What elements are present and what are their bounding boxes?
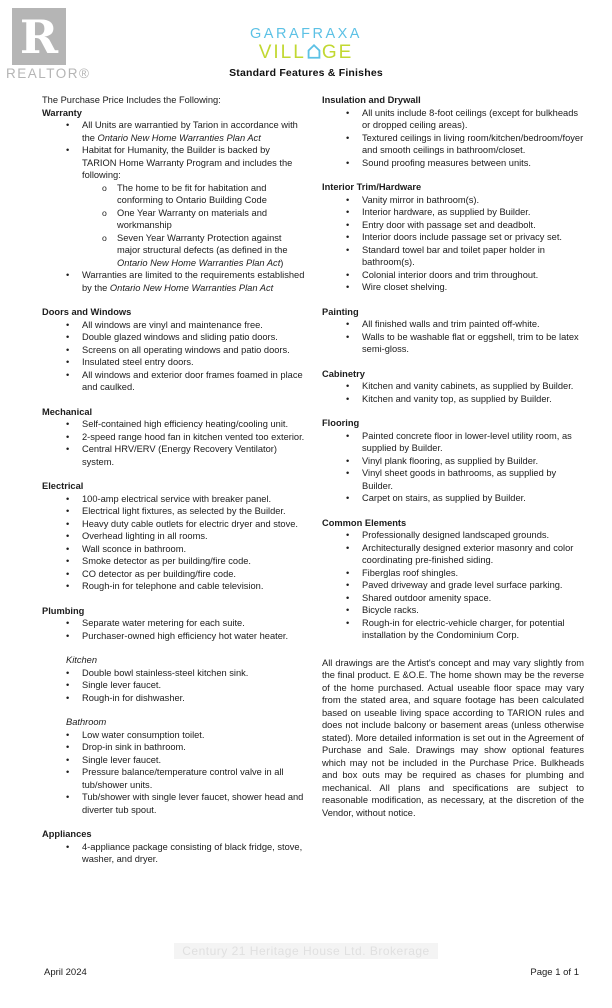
bullet-marker: • [66,767,70,777]
footer-page-number: Page 1 of 1 [530,967,579,978]
bullet-item [42,543,306,556]
section-heading: Electrical [42,481,84,491]
bullet-marker: • [346,381,350,391]
bullet-text: Purchaser-owned high efficiency hot water heater. [82,630,289,641]
bullet-item [42,741,306,754]
bullet-text: Heavy duty cable outlets for electric dryer and stove. [82,518,298,529]
left-sections [42,107,306,866]
bullet-text: All Units are warrantied by Tarion in accordance with the Ontario New Home Warranties Plan Act [82,120,298,143]
bullet-marker: • [66,493,70,504]
section-heading: Doors and Windows [42,307,132,317]
bullet-text: CO detector as per building/fire code. [82,568,236,579]
bullet-marker: • [66,431,70,442]
brand-line2-pre: VILL [258,41,306,63]
bullet-marker: • [346,530,350,540]
intro-line: The Purchase Price Includes the Following: [42,95,221,105]
bullet-text: Seven Year Warranty Protection against major structural defects (as defined in the Ontario New Home Warranties Plan Act) [117,232,288,268]
bullet-text: Interior doors include passage set or privacy set. [362,232,562,242]
bullet-item [322,318,584,331]
bullet-item [42,630,306,643]
bullet-item [322,467,584,492]
bullet-marker: • [66,729,70,740]
bullet-marker: • [346,430,350,441]
section-heading: Mechanical [42,406,93,417]
bullet-item [322,380,584,393]
bullet-item [322,194,584,207]
bullet-marker: • [66,332,70,342]
bullet-marker: • [346,393,350,404]
bullet-text: Professionally designed landscaped grounds. [362,530,550,540]
bullet-text: Colonial interior doors and trim throughout. [362,269,539,280]
bullet-text: Vinyl plank flooring, as supplied by Builder. [362,455,539,466]
bullet-marker: • [346,194,350,205]
bullet-text: Bicycle racks. [362,605,419,615]
bullet-text: Smoke detector as per building/fire code. [82,556,251,566]
bullet-item [42,443,306,468]
bullet-text: Rough-in for dishwasher. [82,692,185,703]
footer-date: April 2024 [44,967,87,978]
bullet-marker: • [66,319,70,330]
bullet-marker: • [346,331,350,342]
bullet-text: Self-contained high efficiency heating/cooling unit. [82,419,289,429]
section-appliances [42,828,306,866]
bullet-marker: • [66,754,70,765]
bullet-marker: • [346,132,350,143]
bullet-marker: • [66,543,70,554]
bullet-text: Double bowl stainless-steel kitchen sink. [82,667,249,678]
right-column [322,94,584,819]
bullet-item [322,132,584,157]
section-warranty [42,107,306,295]
section-heading: Cabinetry [322,368,365,379]
bullet-marker: • [66,556,70,566]
bullet-item [322,592,584,605]
bullet-text: Overhead lighting in all rooms. [82,531,208,541]
bullet-text: Wall sconce in bathroom. [82,543,187,554]
bullet-item [322,579,584,592]
bullet-text: The home to be fit for habitation and conforming to Ontario Building Code [117,182,267,205]
bullet-marker: • [66,742,70,752]
bullet-marker: o [102,232,107,243]
bullet-item [42,766,306,791]
bullet-text: Low water consumption toilet. [82,729,205,740]
bullet-marker: • [346,567,350,578]
bullet-item [322,567,584,580]
bullet-marker: • [66,667,70,678]
house-icon [307,44,321,59]
bullet-text: Rough-in for electric-vehicle charger, for potential installation by the Condominium Corp. [362,617,565,640]
bullet-text: Rough-in for telephone and cable television. [82,581,264,591]
bullet-item [42,617,306,630]
bullet-item [322,617,584,642]
section-plumbing [42,605,306,817]
bullet-item [42,679,306,692]
section-insulation-and-drywall [322,94,584,169]
bullet-marker: • [66,568,70,579]
section-heading: Plumbing [42,605,85,616]
realtor-logo-text: REALTOR® [6,66,91,81]
bullet-marker: • [346,617,350,628]
bullet-marker: • [346,493,350,503]
brokerage-watermark-text: Century 21 Heritage House Ltd. Brokerage [174,943,437,959]
section-heading: Interior Trim/Hardware [322,182,422,192]
bullet-item [42,568,306,581]
bullet-text: Carpet on stairs, as supplied by Builder. [362,493,526,503]
bullet-text: Entry door with passage set and deadbolt. [362,219,536,230]
section-heading: Insulation and Drywall [322,95,421,105]
bullet-text: Architecturally designed exterior masonry and color coordinating pre-finished siding. [362,542,574,565]
bullet-marker: • [346,269,350,280]
bullet-item [42,119,306,144]
bullet-text: Walls to be washable flat or eggshell, trim to be latex semi-gloss. [362,331,579,354]
bullet-item [322,107,584,132]
bullet-marker: • [346,319,350,329]
bullet-marker: • [66,841,70,852]
bullet-text: Vanity mirror in bathroom(s). [362,194,480,205]
bullet-item [322,529,584,542]
section-cabinetry [322,368,584,406]
bullet-text: Interior hardware, as supplied by Builder. [362,207,531,217]
bullet-text: Wire closet shelving. [362,282,448,292]
section-heading: Common Elements [322,517,407,528]
bullet-item [322,492,584,505]
bullet-item [42,144,306,182]
bullet-marker: o [102,182,107,193]
subsection-heading: Kitchen [66,655,98,665]
section-heading: Warranty [42,107,82,118]
bullet-item [322,219,584,232]
bullet-marker: • [66,145,70,155]
disclaimer-paragraph: All drawings are the Artist's concept and may vary slightly from the final product. E &O.E. The home shown may be the reverse of the home purchased. Actual useable floor space may vary from the stated area, and square footage has been calculated based on useable living space according to TARION rules and does not include balcony or basement areas (unless otherwise stated). More detailed information is set out in the Agreement of Purchase and Sale. Drawings may show optional features which may not be included in the Purchase Price. Bulkheads and box outs may be required as chases for plumbing and mechanical. All plans and specifications are subject to reasonable modification, as necessary, at the discretion of the Vendor, without notice. [322,657,584,818]
bullet-item [42,505,306,518]
bullet-text: Drop-in sink in bathroom. [82,742,186,752]
bullet-item [42,791,306,816]
bullet-marker: o [102,207,107,218]
bullet-item [42,518,306,531]
bullet-text: Screens on all operating windows and patio doors. [82,344,290,355]
bullet-marker: • [346,107,350,118]
bullet-item [42,269,306,294]
section-mechanical [42,406,306,469]
subsection-heading: Bathroom [66,717,107,727]
bullet-marker: • [66,419,70,429]
bullet-marker: • [66,444,70,454]
bullet-marker: • [346,157,350,168]
bullet-item [42,841,306,866]
bullet-marker: • [66,692,70,703]
bullet-marker: • [66,618,70,628]
bullet-item [42,754,306,767]
bullet-marker: • [66,531,70,541]
bullet-item [322,455,584,468]
bullet-item [42,356,306,369]
bullet-text: All finished walls and trim painted off-white. [362,319,540,329]
bullet-text: Insulated steel entry doors. [82,357,194,367]
bullet-item [42,530,306,543]
bullet-item [42,232,306,270]
bullet-text: Painted concrete floor in lower-level utility room, as supplied by Builder. [362,430,572,453]
section-flooring [322,417,584,505]
bullet-marker: • [346,542,350,553]
bullet-text: Electrical light fixtures, as selected by the Builder. [82,506,286,516]
bullet-text: Single lever faucet. [82,754,162,765]
bullet-item [42,431,306,444]
bullet-item [322,430,584,455]
bullet-text: All windows and exterior door frames foamed in place and caulked. [82,369,303,392]
bullet-marker: • [66,581,70,591]
bullet-item [322,542,584,567]
bullet-item [42,331,306,344]
bullet-marker: • [66,357,70,367]
bullet-text: Double glazed windows and sliding patio doors. [82,332,278,342]
bullet-text: 4-appliance package consisting of black fridge, stove, washer, and dryer. [82,841,303,864]
section-doors-and-windows [42,306,306,394]
bullet-item [42,692,306,705]
bullet-marker: • [346,282,350,292]
bullet-item [42,369,306,394]
bullet-item [42,207,306,232]
bullet-marker: • [66,369,70,380]
bullet-item [322,157,584,170]
bullet-item [322,244,584,269]
bullet-item [42,555,306,568]
bullet-text: Sound proofing measures between units. [362,157,532,168]
bullet-marker: • [66,518,70,529]
bullet-text: Kitchen and vanity cabinets, as supplied by Builder. [362,381,574,391]
bullet-text: 100-amp electrical service with breaker panel. [82,493,272,504]
realtor-r-letter: R [19,9,59,64]
brand-line1: GARAFRAXA [250,26,362,42]
section-heading: Appliances [42,829,92,839]
bullet-item [42,344,306,357]
bullet-text: Paved driveway and grade level surface parking. [362,580,563,590]
bullet-item [42,729,306,742]
bullet-marker: • [66,270,70,280]
section-interior-trim-hardware [322,181,584,294]
bullet-text: All units include 8-foot ceilings (except for bulkheads or dropped ceiling areas). [362,107,579,130]
bullet-marker: • [66,630,70,641]
bullet-text: Warranties are limited to the requirements established by the Ontario New Home Warranties Plan Act [82,270,305,293]
page-subtitle: Standard Features & Finishes [229,66,383,79]
bullet-marker: • [66,792,70,802]
bullet-text: Textured ceilings in living room/kitchen/bedroom/foyer and smooth ceilings in bathroom/closet. [362,132,584,155]
bullet-marker: • [346,244,350,255]
bullet-text: Habitat for Humanity, the Builder is backed by TARION Home Warranty Program and includes the following: [82,145,293,180]
section-common-elements [322,517,584,642]
bullet-marker: • [346,455,350,466]
bullet-marker: • [346,592,350,603]
bullet-marker: • [346,219,350,230]
bullet-item [322,281,584,294]
bullet-marker: • [346,468,350,478]
brand-line2-post: GE [321,41,354,63]
bullet-item [42,319,306,332]
bullet-text: Single lever faucet. [82,680,162,690]
bullet-item [322,604,584,617]
bullet-marker: • [66,344,70,355]
brokerage-watermark [0,944,612,958]
bullet-item [42,182,306,207]
bullet-text: Separate water metering for each suite. [82,618,245,628]
section-heading: Flooring [322,418,360,428]
bullet-marker: • [66,120,70,130]
brand-line2 [0,43,612,63]
bullet-text: Kitchen and vanity top, as supplied by Builder. [362,393,552,404]
bullet-text: Vinyl sheet goods in bathrooms, as supplied by Builder. [362,468,557,491]
bullet-text: Central HRV/ERV (Energy Recovery Ventilator) system. [82,444,277,467]
section-electrical [42,480,306,593]
right-sections [322,94,584,642]
bullet-text: Standard towel bar and toilet paper holder in bathroom(s). [362,244,545,267]
bullet-marker: • [346,232,350,242]
bullet-marker: • [66,680,70,690]
brand-logo [0,27,612,79]
bullet-item [42,580,306,593]
left-column [42,94,306,866]
bullet-text: 2-speed range hood fan in kitchen vented too exterior. [82,431,305,442]
bullet-text: Fiberglas roof shingles. [362,567,459,578]
bullet-item [322,331,584,356]
bullet-text: One Year Warranty on materials and workmanship [117,207,268,230]
bullet-item [322,231,584,244]
bullet-marker: • [346,580,350,590]
bullet-text: Tub/shower with single lever faucet, shower head and diverter tub spout. [82,792,304,815]
bullet-item [322,269,584,282]
bullet-marker: • [346,605,350,615]
bullet-item [42,418,306,431]
section-painting [322,306,584,356]
section-heading: Painting [322,306,359,317]
bullet-item [322,206,584,219]
bullet-text: All windows are vinyl and maintenance free. [82,319,263,330]
bullet-marker: • [346,207,350,217]
bullet-marker: • [66,506,70,516]
bullet-item [42,667,306,680]
bullet-text: Shared outdoor amenity space. [362,592,492,603]
bullet-text: Pressure balance/temperature control valve in all tub/shower units. [82,767,284,790]
bullet-item [322,393,584,406]
bullet-item [42,493,306,506]
